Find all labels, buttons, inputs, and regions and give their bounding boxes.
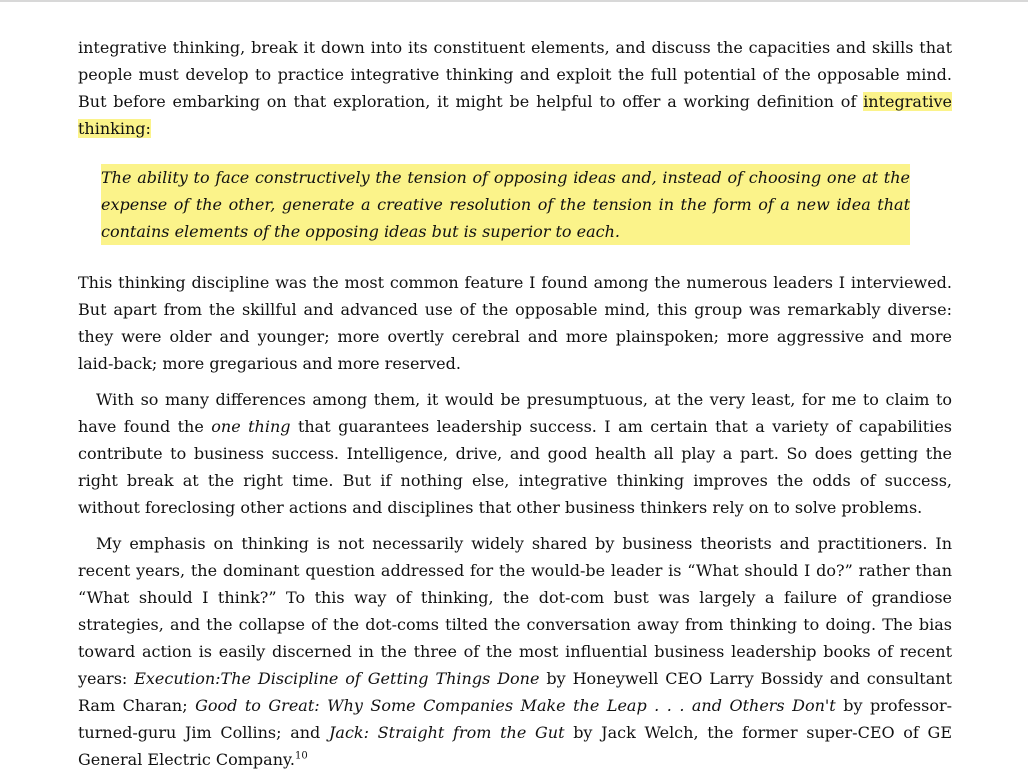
paragraph-emphasis-a: My emphasis on thinking is not necessarily widely shared by business theorists and practitioners. In recent years, the dominant question addressed for the would-be leader is “What should I do?” rather than “What should I think?” To this way of thinking, the dot-com bust was largely a failure of grandiose strategies, and the collapse of the dot-coms tilted the conversation away from thinking to doing. The bias toward action is easily discerned in the three of the most influential business leadership books of recent years: xyxy=(78,534,952,688)
top-border xyxy=(0,0,1028,2)
paragraph-differences-a: With so many differences among them, it would be presumptuous, at the very least, for me to claim to have found the xyxy=(78,390,952,436)
paragraph-emphasis-c: by professor-turned-guru Jim Collins; and xyxy=(78,696,953,742)
emphasis-one-thing: one thing xyxy=(211,417,291,436)
definition-text: The ability to face constructively the tension of opposing ideas and, instead of choosing one at the expense of the other, generate a creative resolution of the tension in the form of a new idea that contains elements of the opposing ideas but is superior to each. xyxy=(101,168,910,241)
footnote-marker[interactable]: 10 xyxy=(295,750,308,762)
highlighted-term[interactable]: integrative thinking: xyxy=(78,92,952,138)
book-title-good-to-great: Good to Great: Why Some Companies Make the Leap . . . and Others Don't xyxy=(195,696,836,715)
paragraph-intro xyxy=(78,34,952,142)
paragraph-emphasis xyxy=(78,530,952,773)
book-title-jack: Jack: Straight from the Gut xyxy=(328,723,565,742)
paragraph-emphasis-b: by Honeywell CEO Larry Bossidy and consultant Ram Charan; xyxy=(78,669,952,715)
paragraph-emphasis-d: by Jack Welch, the former super-CEO of GE General Electric Company. xyxy=(78,723,952,769)
paragraph-differences xyxy=(78,386,952,521)
book-title-execution: Execution:The Discipline of Getting Things Done xyxy=(134,669,540,688)
paragraph-differences-b: that guarantees leadership success. I am certain that a variety of capabilities contribute to business success. Intelligence, drive, and good health all play a part. So does getting the right break at the right time. But if nothing else, integrative thinking improves the odds of success, without foreclosing other actions and disciplines that other business thinkers rely on to solve problems. xyxy=(78,417,953,517)
paragraph-discipline: This thinking discipline was the most common feature I found among the numerous leaders I interviewed. But apart from the skillful and advanced use of the opposable mind, this group was remarkably diverse: they were older and younger; more overtly cerebral and more plainspoken; more aggressive and more laid-back; more gregarious and more reserved. xyxy=(78,273,952,373)
definition-quote[interactable] xyxy=(101,164,910,245)
document-page xyxy=(78,34,952,782)
paragraph-intro-text: integrative thinking, break it down into its constituent elements, and discuss the capacities and skills that people must develop to practice integrative thinking and exploit the full potential of the opposable mind. But before embarking on that exploration, it might be helpful to offer a working definition of xyxy=(78,38,952,111)
